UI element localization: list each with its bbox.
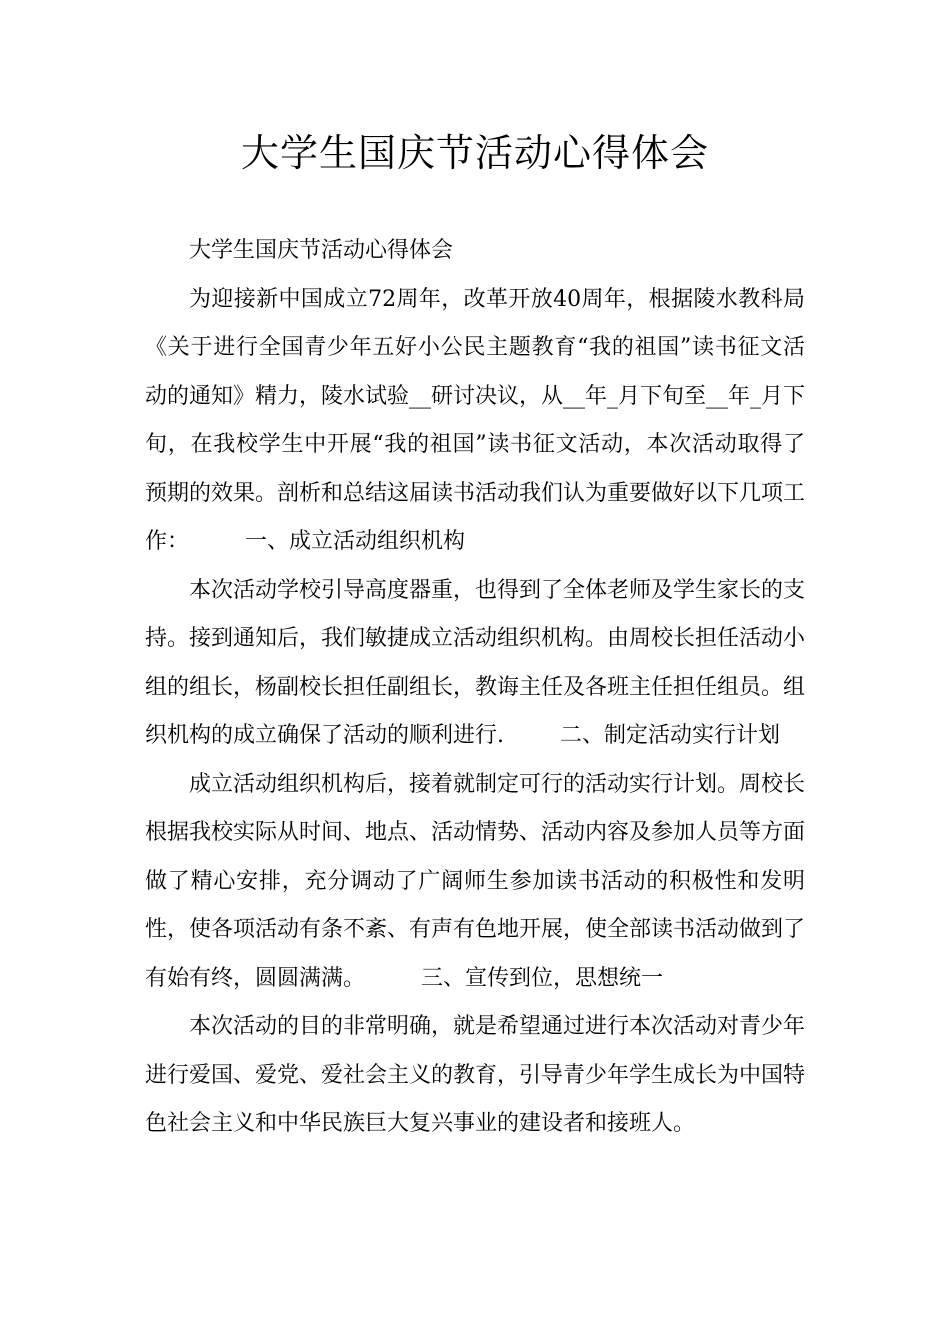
section-heading: 二、制定活动实行计划 bbox=[560, 723, 781, 748]
section-heading: 一、成立活动组织机构 bbox=[245, 529, 466, 554]
document-body bbox=[145, 227, 805, 1149]
paragraph-purpose bbox=[145, 1003, 805, 1149]
paragraph-text: 本次活动学校引导高度器重，也得到了全体老师及学生家长的支持。接到通知后，我们敏捷成立活动组织机构。由周校长担任活动小组的组长，杨副校长担任副组长，教诲主任及各班主任担任组员。组织机构的成立确保了活动的顺利进行. bbox=[145, 577, 806, 748]
paragraph-plan bbox=[145, 761, 805, 1004]
paragraph-intro bbox=[145, 276, 805, 567]
paragraph-organization bbox=[145, 567, 805, 761]
paragraph-text: 本次活动的目的非常明确，就是希望通过进行本次活动对青少年进行爱国、爱党、爱社会主义的教育，引导青少年学生成长为中国特色社会主义和中华民族巨大复兴事业的建设者和接班人。 bbox=[145, 1014, 806, 1136]
paragraph-text: 成立活动组织机构后，接着就制定可行的活动实行计划。周校长根据我校实际从时间、地点、活动情势、活动内容及参加人员等方面做了精心安排，充分调动了广阔师生参加读书活动的积极性和发明性，使各项活动有条不紊、有声有色地开展，使全部读书活动做到了有始有终，圆圆满满。 bbox=[145, 771, 806, 991]
paragraph-text: 为迎接新中国成立72周年，改革开放40周年，根据陵水教科局《关于进行全国青少年五好小公民主题教育“我的祖国”读书征文活动的通知》精力，陵水试验__研讨决议，从__年_月下旬至__年_月下旬，在我校学生中开展“我的祖国”读书征文活动，本次活动取得了预期的效果。剖析和总结这届读书活动我们认为重要做好以下几项工作： bbox=[145, 286, 806, 554]
paragraph-text: 大学生国庆节活动心得体会 bbox=[189, 238, 454, 263]
section-heading: 三、宣传到位，思想统一 bbox=[421, 965, 664, 991]
page-title: 大学生国庆节活动心得体会 bbox=[240, 131, 709, 175]
paragraph-subtitle bbox=[145, 227, 805, 276]
